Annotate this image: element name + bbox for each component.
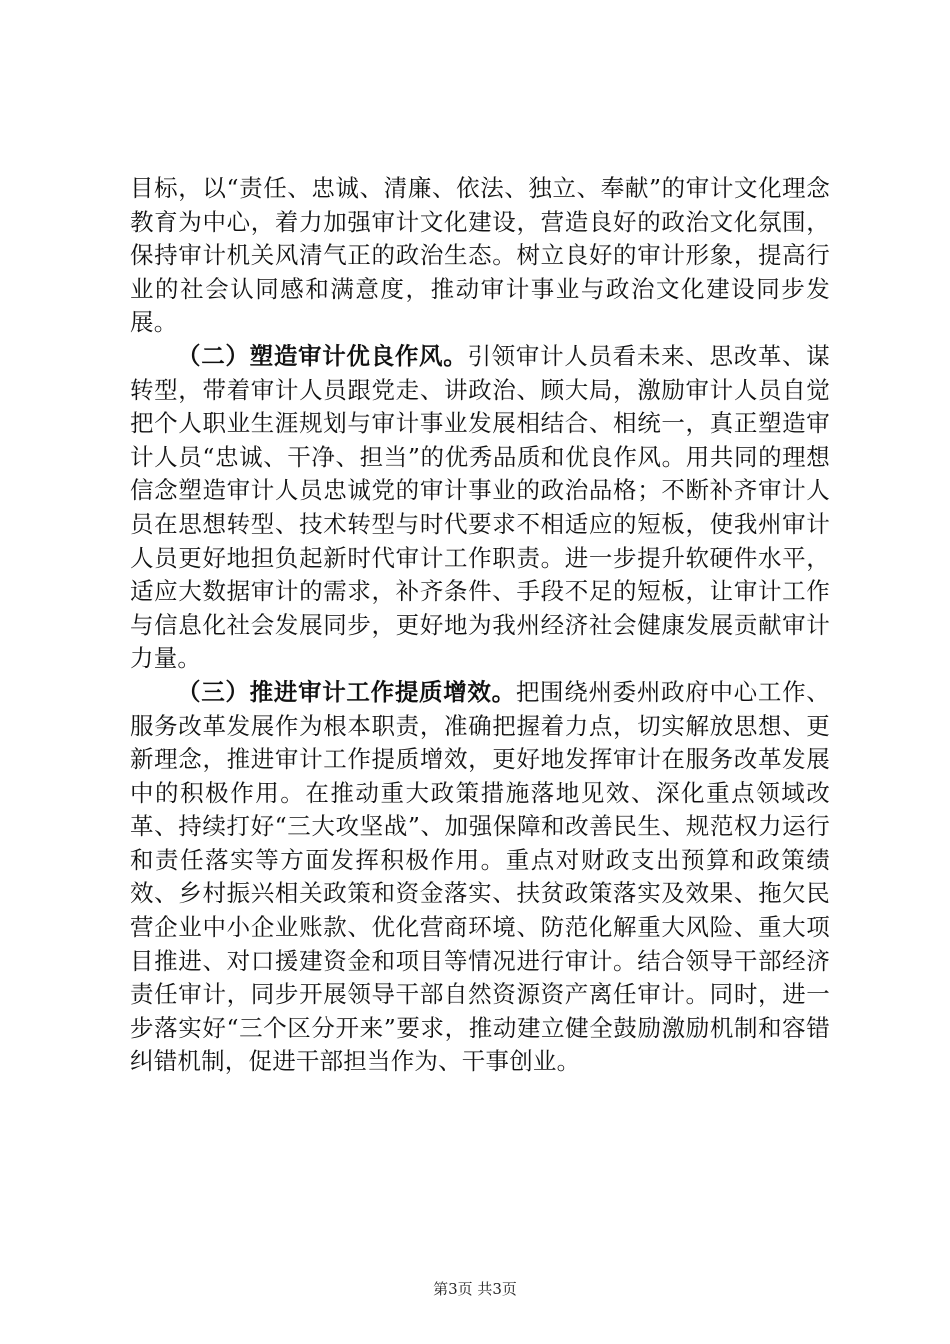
- paragraph-continuation: [130, 172, 830, 340]
- paragraph-section-3: [130, 676, 830, 1079]
- page-number-footer: 第3页 共3页: [433, 1280, 517, 1298]
- section-2-heading: （二）塑造审计优良作风。: [177, 341, 468, 370]
- paragraph-1-text: 目标，以“责任、忠诚、清廉、依法、独立、奉献”的审计文化理念教育为中心，着力加强审计文化建设，营造良好的政治文化氛围，保持审计机关风清气正的政治生态。树立良好的审计形象，提高行业的社会认同感和满意度，推动审计事业与政治文化建设同步发展。: [130, 174, 830, 337]
- section-3-text: 把围绕州委州政府中心工作、服务改革发展作为根本职责，准确把握着力点，切实解放思想、更新理念，推进审计工作提质增效，更好地发挥审计在服务改革发展中的积极作用。在推动重大政策措施落地见效、深化重点领域改革、持续打好“三大攻坚战”、加强保障和改善民生、规范权力运行和责任落实等方面发挥积极作用。重点对财政支出预算和政策绩效、乡村振兴相关政策和资金落实、扶贫政策落实及效果、拖欠民营企业中小企业账款、优化营商环境、防范化解重大风险、重大项目推进、对口援建资金和项目等情况进行审计。结合领导干部经济责任审计，同步开展领导干部自然资源资产离任审计。同时，进一步落实好“三个区分开来”要求，推动建立健全鼓励激励机制和容错纠错机制，促进干部担当作为、干事创业。: [130, 677, 830, 1076]
- section-3-heading: （三）推进审计工作提质增效。: [177, 677, 516, 706]
- section-2-text: 引领审计人员看未来、思改革、谋转型，带着审计人员跟党走、讲政治、顾大局，激励审计人员自觉把个人职业生涯规划与审计事业发展相结合、相统一，真正塑造审计人员“忠诚、干净、担当”的优秀品质和优良作风。用共同的理想信念塑造审计人员忠诚党的审计事业的政治品格；不断补齐审计人员在思想转型、技术转型与时代要求不相适应的短板，使我州审计人员更好地担负起新时代审计工作职责。进一步提升软硬件水平，适应大数据审计的需求，补齐条件、手段不足的短板，让审计工作与信息化社会发展同步，更好地为我州经济社会健康发展贡献审计力量。: [130, 341, 831, 673]
- paragraph-section-2: [130, 340, 830, 676]
- document-body: [130, 172, 830, 1079]
